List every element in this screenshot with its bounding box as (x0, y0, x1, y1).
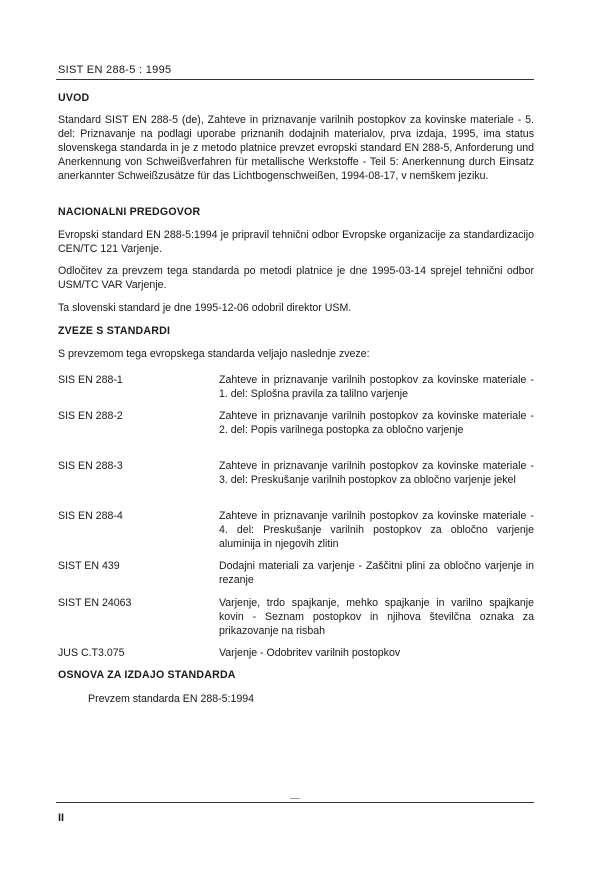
osnova-text: Prevzem standarda EN 288-5:1994 (88, 693, 255, 705)
standard-title: Dodajni materiali za varjenje - Zaščitni plini za obločno varjenje in rezanje (219, 560, 534, 586)
standard-title: Varjenje, trdo spajkanje, mehko spajkanje in varilno spajkanje kovin - Seznam postopkov in njihova številčna oznaka za prikazovanje na risbah (219, 597, 534, 637)
scan-artifact (290, 798, 300, 799)
standard-title: Zahteve in priznavanje varilnih postopkov za kovinske materiale - 4. del: Preskušanje varilnih postopkov za obločno varjenje aluminija in njegovih zlitin (219, 510, 534, 550)
standard-code: JUS C.T3.075 (58, 647, 125, 659)
standard-title: Zahteve in priznavanje varilnih postopkov za kovinske materiale - 3. del: Preskušanje varilnih postopkov za obločno varjenje jekel (219, 460, 534, 486)
running-header: SIST EN 288-5 : 1995 (58, 64, 172, 76)
predgovor-paragraph-2: Odločitev za prevzem tega standarda po metodi platnice je dne 1995-03-14 sprejel tehnični odbor USM/TC VAR Varjenje. (58, 265, 534, 291)
standard-title: Varjenje - Odobritev varilnih postopkov (219, 647, 401, 659)
standard-code: SIS EN 288-4 (58, 510, 123, 522)
header-rule (56, 79, 534, 80)
standard-code: SIST EN 24063 (58, 597, 132, 609)
predgovor-paragraph-3: Ta slovenski standard je dne 1995-12-06 odobril direktor USM. (58, 302, 352, 314)
footer-rule (56, 802, 534, 803)
standard-title: Zahteve in priznavanje varilnih postopkov za kovinske materiale - 1. del: Splošna pravila za talilno varjenje (219, 374, 534, 400)
standard-code: SIS EN 288-3 (58, 460, 123, 472)
zveze-intro: S prevzemom tega evropskega standarda veljajo naslednje zveze: (58, 348, 370, 360)
section-heading-uvod: UVOD (58, 92, 90, 104)
standard-code: SIST EN 439 (58, 560, 120, 572)
standard-title: Zahteve in priznavanje varilnih postopkov za kovinske materiale - 2. del: Popis varilnega postopka za obločno varjenje (219, 410, 534, 436)
section-heading-zveze: ZVEZE S STANDARDI (58, 325, 171, 337)
section-heading-predgovor: NACIONALNI PREDGOVOR (58, 206, 201, 218)
uvod-paragraph: Standard SIST EN 288-5 (de), Zahteve in priznavanje varilnih postopkov za kovinske materiale - 5. del: Priznavanje na podlagi uporabe priznanih dodajnih materialov, prva izdaja, 1995, ima status slovenskega standarda in je z metodo platnice prevzet evropski standard EN 288-5, Anforderung und Anerkennung von Schweißverfahren für metallische Werkstoffe - Teil 5: Anerkennung durch Einsatz anerkannter Schweißzusätze für das Lichtbogenschweißen, 1994-08-17, v nemškem jeziku. (58, 114, 534, 182)
predgovor-paragraph-1: Evropski standard EN 288-5:1994 je pripravil tehnični odbor Evropske organizacije za standardizacijo CEN/TC 121 Varjenje. (58, 229, 534, 255)
standard-code: SIS EN 288-2 (58, 410, 123, 422)
standard-code: SIS EN 288-1 (58, 374, 123, 386)
section-heading-osnova: OSNOVA ZA IZDAJO STANDARDA (58, 669, 236, 681)
page-number: II (58, 812, 65, 824)
